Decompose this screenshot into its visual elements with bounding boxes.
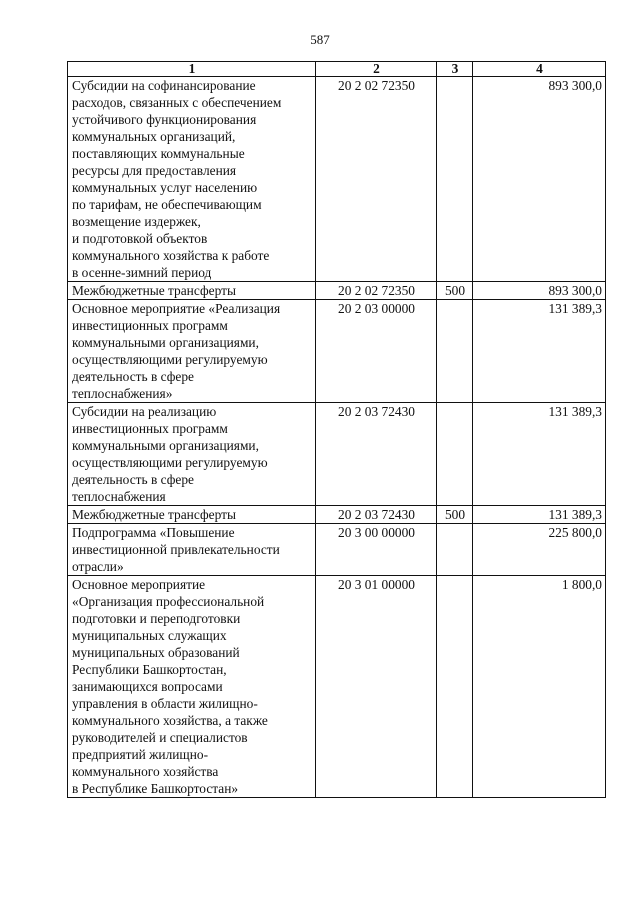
row-type	[437, 77, 473, 282]
table-row	[68, 300, 606, 403]
row-code: 20 3 00 00000	[316, 524, 437, 576]
budget-table	[67, 61, 606, 798]
row-code: 20 3 01 00000	[316, 576, 437, 798]
row-type	[437, 300, 473, 403]
row-amount: 131 389,3	[473, 403, 606, 506]
row-amount: 893 300,0	[473, 282, 606, 300]
table-row	[68, 524, 606, 576]
row-code: 20 2 02 72350	[316, 282, 437, 300]
row-name: Межбюджетные трансферты	[68, 506, 316, 524]
row-type	[437, 403, 473, 506]
row-amount: 131 389,3	[473, 300, 606, 403]
row-code: 20 2 03 72430	[316, 403, 437, 506]
column-header-type: 3	[437, 62, 473, 77]
column-header-name: 1	[68, 62, 316, 77]
table-row	[68, 282, 606, 300]
table-row	[68, 576, 606, 798]
row-name: Основное мероприятие «Реализация инвестиционных программ коммунальными организациями, осуществляющими регулируемую деятельность в сфере теплоснабжения»	[68, 300, 316, 403]
row-name: Субсидии на софинансирование расходов, связанных с обеспечением устойчивого функционирования коммунальных организаций, поставляющих коммунальные ресурсы для предоставления коммунальных услуг населению по тарифам, не обеспечивающим возмещение издержек, и подготовкой объектов коммунального хозяйства к работе в осенне-зимний период	[68, 77, 316, 282]
row-amount: 893 300,0	[473, 77, 606, 282]
table-row	[68, 77, 606, 282]
column-header-amount: 4	[473, 62, 606, 77]
row-name: Основное мероприятие «Организация профессиональной подготовки и переподготовки муниципальных служащих муниципальных образований Республики Башкортостан, занимающихся вопросами управления в области жилищно- коммунального хозяйства, а также руководителей и специалистов предприятий жилищно- коммунального хозяйства в Республике Башкортостан»	[68, 576, 316, 798]
column-header-code: 2	[316, 62, 437, 77]
row-amount: 131 389,3	[473, 506, 606, 524]
row-code: 20 2 03 72430	[316, 506, 437, 524]
row-name: Субсидии на реализацию инвестиционных программ коммунальными организациями, осуществляющими регулируемую деятельность в сфере теплоснабжения	[68, 403, 316, 506]
table-header-row	[68, 62, 606, 77]
table-row	[68, 506, 606, 524]
row-type	[437, 576, 473, 798]
row-name: Подпрограмма «Повышение инвестиционной привлекательности отрасли»	[68, 524, 316, 576]
row-amount: 1 800,0	[473, 576, 606, 798]
table-row	[68, 403, 606, 506]
row-amount: 225 800,0	[473, 524, 606, 576]
row-name: Межбюджетные трансферты	[68, 282, 316, 300]
row-type: 500	[437, 282, 473, 300]
row-type	[437, 524, 473, 576]
row-code: 20 2 03 00000	[316, 300, 437, 403]
row-code: 20 2 02 72350	[316, 77, 437, 282]
row-type: 500	[437, 506, 473, 524]
page-number: 587	[310, 32, 330, 47]
